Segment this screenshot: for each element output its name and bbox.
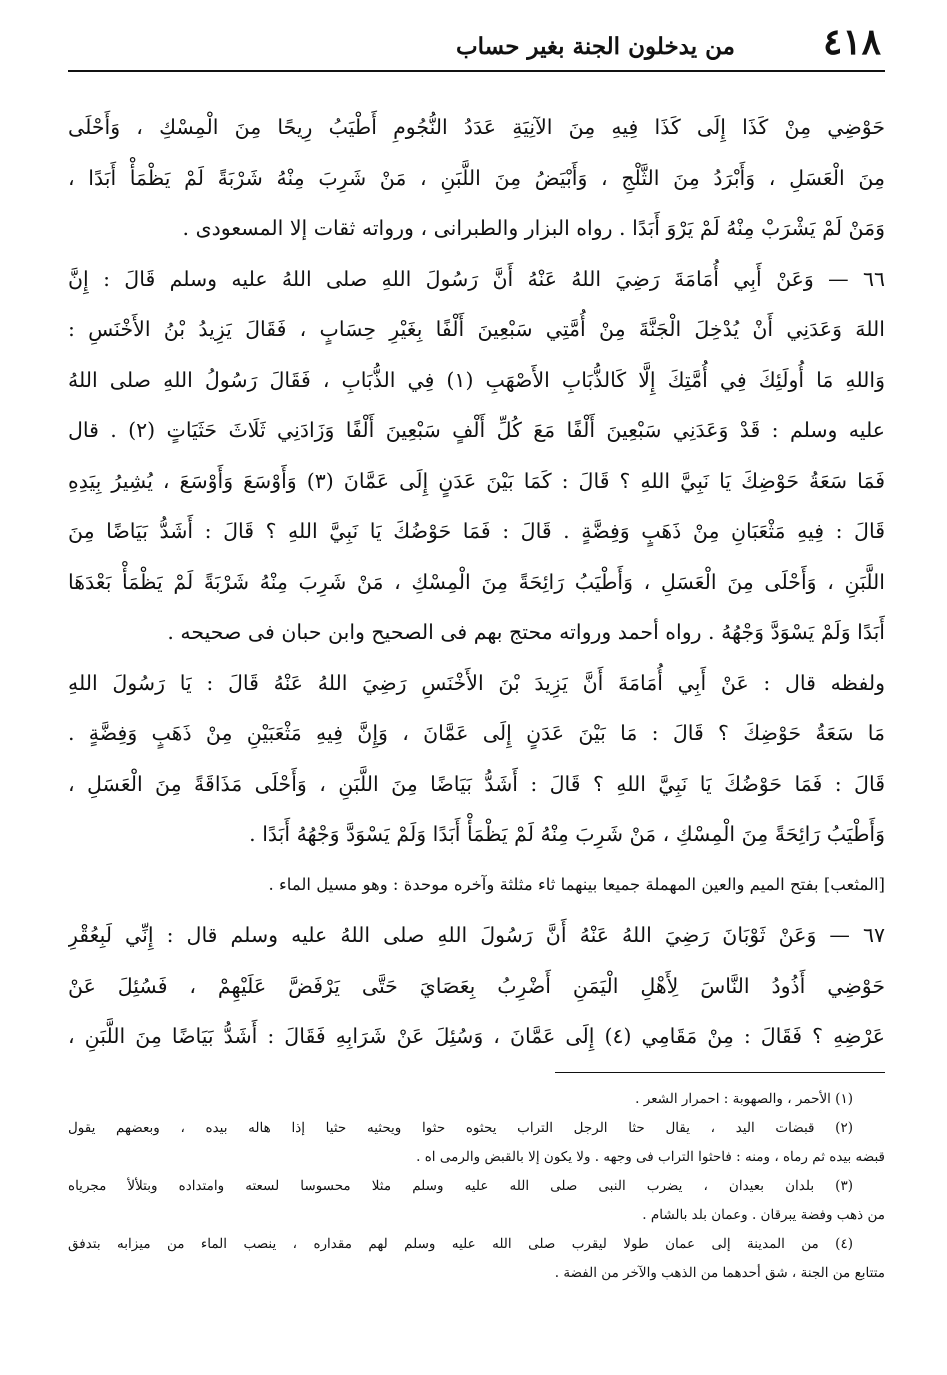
footnote-line: (٢) قبضات اليد ، يقال حثا الرجل التراب يحثوه حثوا ويحثيه حثيا إذا هاله بيده ، وبعضهم يقول	[68, 1119, 853, 1136]
footnote-line: (٣) بلدان بعيدان ، يضرب النبى صلى الله عليه وسلم مثلا محسوسا لسعته وامتداده وبتلألأ مجرياه	[68, 1177, 853, 1194]
text-line: قَالَ : فِيهِ مَثْعَبَانِ مِنْ ذَهَبٍ وَفِضَّةٍ . قَالَ : فَمَا حَوْضُكَ يَا نَبِيَّ اللهِ ؟ قَالَ : أَشَدُّ بَيَاضًا مِنَ	[68, 519, 885, 543]
text-line: فَمَا سَعَةُ حَوْضِكَ يَا نَبِيَّ اللهِ ؟ قَالَ : كَمَا بَيْنَ عَدَنٍ إِلَى عَمَّانَ (٣) وَأَوْسَعَ وَأَوْسَعَ ، يُشِيرُ بِيَدِهِ	[68, 468, 885, 493]
text-line: مَا سَعَةُ حَوْضِكَ ؟ قَالَ : مَا بَيْنَ عَدَنٍ إِلَى عَمَّانَ ، وَإِنَّ فِيهِ مَثْعَبَيْنِ مِنْ ذَهَبٍ وَفِضَّةٍ .	[68, 721, 885, 745]
page-header	[68, 14, 885, 72]
running-title: من يدخلون الجنة بغير حساب	[456, 33, 735, 60]
footnote-line: من ذهب وفضة يبرقان . وعمان بلد بالشام .	[642, 1206, 885, 1223]
footnote-line: (٤) من المدينة إلى عمان طولا ليقرب صلى الله عليه وسلم لهم مقداره ، ينصب الماء من ميزابه بتدفق	[68, 1235, 853, 1252]
page-number: ٤١٨	[822, 21, 881, 63]
footnote-line: متتابع من الجنة ، شق أحدهما من الذهب والآخر من الفضة .	[554, 1264, 885, 1281]
text-line: قَالَ : فَمَا حَوْضُكَ يَا نَبِيَّ اللهِ ؟ قَالَ : أَشَدُّ بَيَاضًا مِنَ اللَّبَنِ ، وَأَحْلَى مَذَاقَةً مِنَ الْعَسَلِ ،	[68, 771, 885, 796]
main-text	[68, 102, 885, 1062]
hadith-67-line: ٦٧ — وَعَنْ ثَوْبَانَ رَضِيَ اللهُ عَنْهُ أَنَّ رَسُولَ اللهِ صلى اللهُ عليه وسلم قال : إِنِّي لَبِعُقْرِ	[68, 923, 885, 947]
text-line: اللَّبَنِ ، وَأَحْلَى مِنَ الْعَسَلِ ، وَأَطْيَبُ رَائِحَةً مِنَ الْمِسْكِ ، مَنْ شَرِبَ مِنْهُ شَرْبَةً لَمْ يَظْمَأْ بَعْدَهَا	[68, 569, 885, 594]
text-line: مِنَ الْعَسَلِ ، وَأَبْرَدُ مِنَ الثَّلْجِ ، وَأَبْيَضُ مِنَ اللَّبَنِ ، مَنْ شَرِبَ مِنْهُ شَرْبَةً لَمْ يَظْمَأْ أَبَدًا ،	[68, 165, 885, 190]
footnote-divider	[555, 1072, 885, 1073]
text-line: عليه وسلم : قَدْ وَعَدَنِي سَبْعِينَ أَلْفًا مَعَ كُلِّ أَلْفٍ سَبْعِينَ أَلْفًا وَزَادَنِي ثَلَاثَ حَثَيَاتٍ (٢) . قال	[68, 418, 885, 442]
text-line: عَرْضِهِ ؟ فَقَالَ : مِنْ مَقَامِي (٤) إِلَى عَمَّانَ ، وَسُئِلَ عَنْ شَرَابِهِ فَقَالَ : أَشَدُّ بَيَاضًا مِنَ اللَّبَنِ ،	[68, 1024, 885, 1048]
hadith-66-line: ٦٦ — وَعَنْ أَبِي أُمَامَةَ رَضِيَ اللهُ عَنْهُ أَنَّ رَسُولَ اللهِ صلى اللهُ عليه وسلم قَالَ : إِنَّ	[68, 266, 885, 291]
text-line: اللهَ وَعَدَنِي أَنْ يُدْخِلَ الْجَنَّةَ مِنْ أُمَّتِي سَبْعِينَ أَلْفًا بِغَيْرِ حِسَابٍ ، فَقَالَ يَزِيدُ بْنُ الأَخْنَسِ :	[68, 317, 885, 341]
gloss-line: [المثعب] بفتح الميم والعين المهملة جميعا بينهما ثاء مثلثة وآخره موحدة : وهو مسيل الماء .	[268, 874, 885, 894]
footnote-line: (١) الأحمر ، والصهوبة : احمرار الشعر .	[635, 1090, 853, 1107]
text-line: وَأَطْيَبُ رَائِحَةً مِنَ الْمِسْكِ ، مَنْ شَرِبَ مِنْهُ لَمْ يَظْمَأْ أَبَدًا وَلَمْ يَسْوَدَّ وَجْهُهُ أَبَدًا .	[249, 822, 885, 846]
footnote-line: قبضه بيده ثم رماه ، ومنه : فاحثوا التراب فى وجهه . ولا يكون إلا بالقبض والرمى اه .	[416, 1148, 885, 1165]
text-line: وَاللهِ مَا أُولَئِكَ فِي أُمَّتِكَ إِلَّا كَالذُّبَابِ الأَصْهَبِ (١) فِي الذُّبَابِ ، فَقَالَ رَسُولُ اللهِ صلى اللهُ	[68, 367, 885, 392]
text-line: حَوْضِي أَذُودُ النَّاسَ لِأَهْلِ الْيَمَنِ أَضْرِبُ بِعَصَايَ حَتَّى يَرْفَضَّ عَلَيْهِمْ ، فَسُئِلَ عَنْ	[68, 973, 885, 998]
text-line: وَمَنْ لَمْ يَشْرَبْ مِنْهُ لَمْ يَرْوَ أَبَدًا . رواه البزار والطبرانى ، ورواته ثقات إلا المسعودى .	[182, 216, 885, 240]
text-line: ولفظه قال : عَنْ أَبِي أُمَامَةَ أَنَّ يَزِيدَ بْنَ الأَخْنَسِ رَضِيَ اللهُ عَنْهُ قَالَ : يَا رَسُولَ اللهِ	[68, 670, 885, 695]
text-line: حَوْضِي مِنْ كَذَا إِلَى كَذَا فِيهِ مِنَ الآنِيَةِ عَدَدُ النُّجُومِ أَطْيَبُ رِيحًا مِنَ الْمِسْكِ ، وَأَحْلَى	[68, 115, 885, 139]
text-line: أَبَدًا وَلَمْ يَسْوَدَّ وَجْهُهُ . رواه أحمد ورواته محتج بهم فى الصحيح وابن حبان فى صحيحه .	[167, 620, 885, 644]
footnotes	[68, 1085, 885, 1288]
